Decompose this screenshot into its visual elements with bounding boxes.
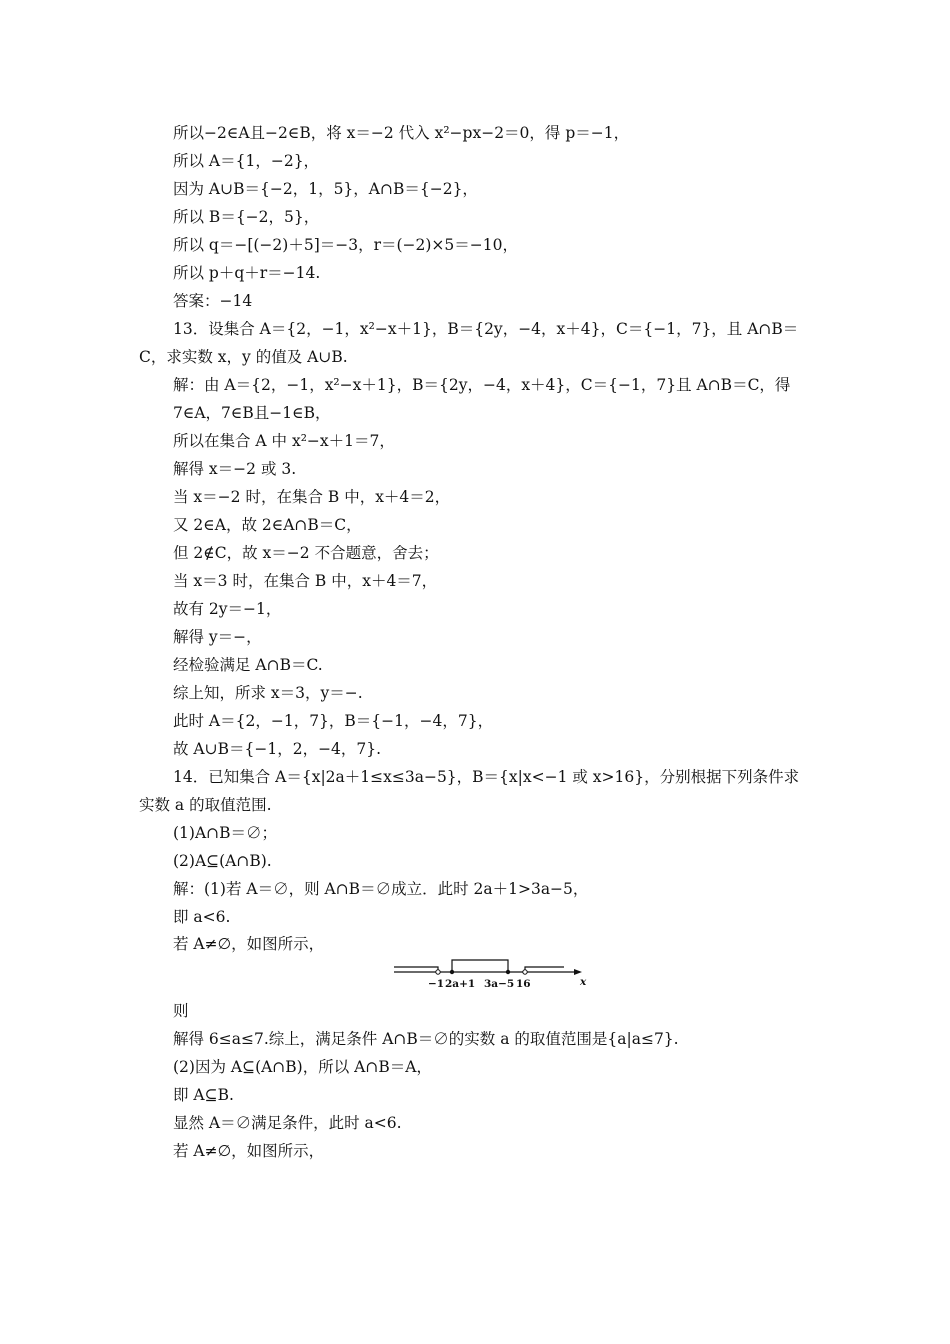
text-line: (1)A∩B＝∅； bbox=[173, 824, 278, 842]
text-line: 故有 2y＝−1， bbox=[173, 600, 282, 618]
text-line: 解得 6≤a≤7.综上，满足条件 A∩B＝∅的实数 a 的取值范围是{a|a≤7}. bbox=[173, 1030, 679, 1048]
text-line: 当 x＝−2 时，在集合 B 中，x＋4＝2， bbox=[173, 488, 451, 506]
text-line: 若 A≠∅，如图所示， bbox=[173, 1142, 325, 1160]
text-line: 7∈A，7∈B且−1∈B， bbox=[173, 404, 331, 422]
text-line: 所以 A＝{1，−2}， bbox=[173, 152, 320, 170]
text-line: 所以−2∈A且−2∈B，将 x＝−2 代入 x²−px−2＝0，得 p＝−1， bbox=[173, 124, 630, 142]
text-line: 但 2∉C，故 x＝−2 不合题意，舍去； bbox=[173, 544, 439, 562]
text-line: (2)A⊆(A∩B). bbox=[173, 852, 272, 870]
text-line: 则 bbox=[173, 1002, 189, 1020]
text-line: 所以 p＋q＋r＝−14. bbox=[173, 264, 321, 282]
problem-14-statement: 14．已知集合 A＝{x|2a＋1≤x≤3a−5}，B＝{x|x<−1 或 x>16}，分别根据下列条件求 bbox=[173, 768, 800, 786]
text-line: 所以在集合 A 中 x²−x＋1＝7， bbox=[173, 432, 395, 450]
text-line: 解：由 A＝{2，−1，x²−x＋1}，B＝{2y，−4，x＋4}，C＝{−1，7}且 A∩B＝C，得 bbox=[173, 376, 791, 394]
number-line-svg bbox=[392, 956, 592, 992]
label-2a-plus-1: 2a+1 bbox=[445, 978, 476, 990]
label-16: 16 bbox=[516, 978, 531, 990]
text-line: 所以 q＝−[(−2)＋5]＝−3，r＝(−2)×5＝−10， bbox=[173, 236, 518, 254]
text-line: 综上知，所求 x＝3，y＝−. bbox=[173, 684, 363, 702]
label-minus-1: −1 bbox=[428, 978, 445, 990]
text-line: 解：(1)若 A＝∅，则 A∩B＝∅成立．此时 2a＋1>3a−5， bbox=[173, 880, 589, 898]
open-point-minus-1 bbox=[436, 970, 440, 974]
problem-13-statement-cont: C，求实数 x，y 的值及 A∪B. bbox=[139, 348, 348, 366]
text-line: 又 2∈A，故 2∈A∩B＝C， bbox=[173, 516, 362, 534]
text-line: 即 A⊆B. bbox=[173, 1086, 234, 1104]
text-line: 因为 A∪B＝{−2，1，5}，A∩B＝{−2}， bbox=[173, 180, 478, 198]
text-line: 显然 A＝∅满足条件，此时 a<6. bbox=[173, 1114, 402, 1132]
answer-line: 答案：−14 bbox=[173, 292, 253, 310]
text-line: 若 A≠∅，如图所示， bbox=[173, 935, 325, 953]
text-line: 经检验满足 A∩B＝C. bbox=[173, 656, 323, 674]
text-line: 即 a<6. bbox=[173, 908, 231, 926]
text-line: 此时 A＝{2，−1，7}，B＝{−1，−4，7}， bbox=[173, 712, 494, 730]
text-line: (2)因为 A⊆(A∩B)，所以 A∩B＝A， bbox=[173, 1058, 432, 1076]
text-line: 当 x＝3 时，在集合 B 中，x＋4＝7， bbox=[173, 572, 438, 590]
problem-14-statement-cont: 实数 a 的取值范围. bbox=[139, 796, 272, 814]
label-3a-minus-5: 3a−5 bbox=[484, 978, 515, 990]
closed-point-2a-plus-1 bbox=[450, 970, 454, 974]
text-line: 故 A∪B＝{−1，2，−4，7}. bbox=[173, 740, 382, 758]
text-line: 解得 x＝−2 或 3. bbox=[173, 460, 297, 478]
set-b-left-ray bbox=[394, 967, 438, 972]
text-line: 解得 y＝−， bbox=[173, 628, 262, 646]
open-point-16 bbox=[523, 970, 527, 974]
set-b-right-ray bbox=[525, 967, 564, 972]
text-line: 所以 B＝{−2，5}， bbox=[173, 208, 320, 226]
label-x: x bbox=[580, 976, 587, 988]
number-line-figure bbox=[392, 956, 592, 992]
problem-13-statement: 13．设集合 A＝{2，−1，x²−x＋1}，B＝{2y，−4，x＋4}，C＝{−1，7}，且 A∩B＝ bbox=[173, 320, 799, 338]
axis-arrow bbox=[574, 969, 582, 975]
closed-point-3a-minus-5 bbox=[506, 970, 510, 974]
set-a-interval bbox=[452, 960, 508, 972]
